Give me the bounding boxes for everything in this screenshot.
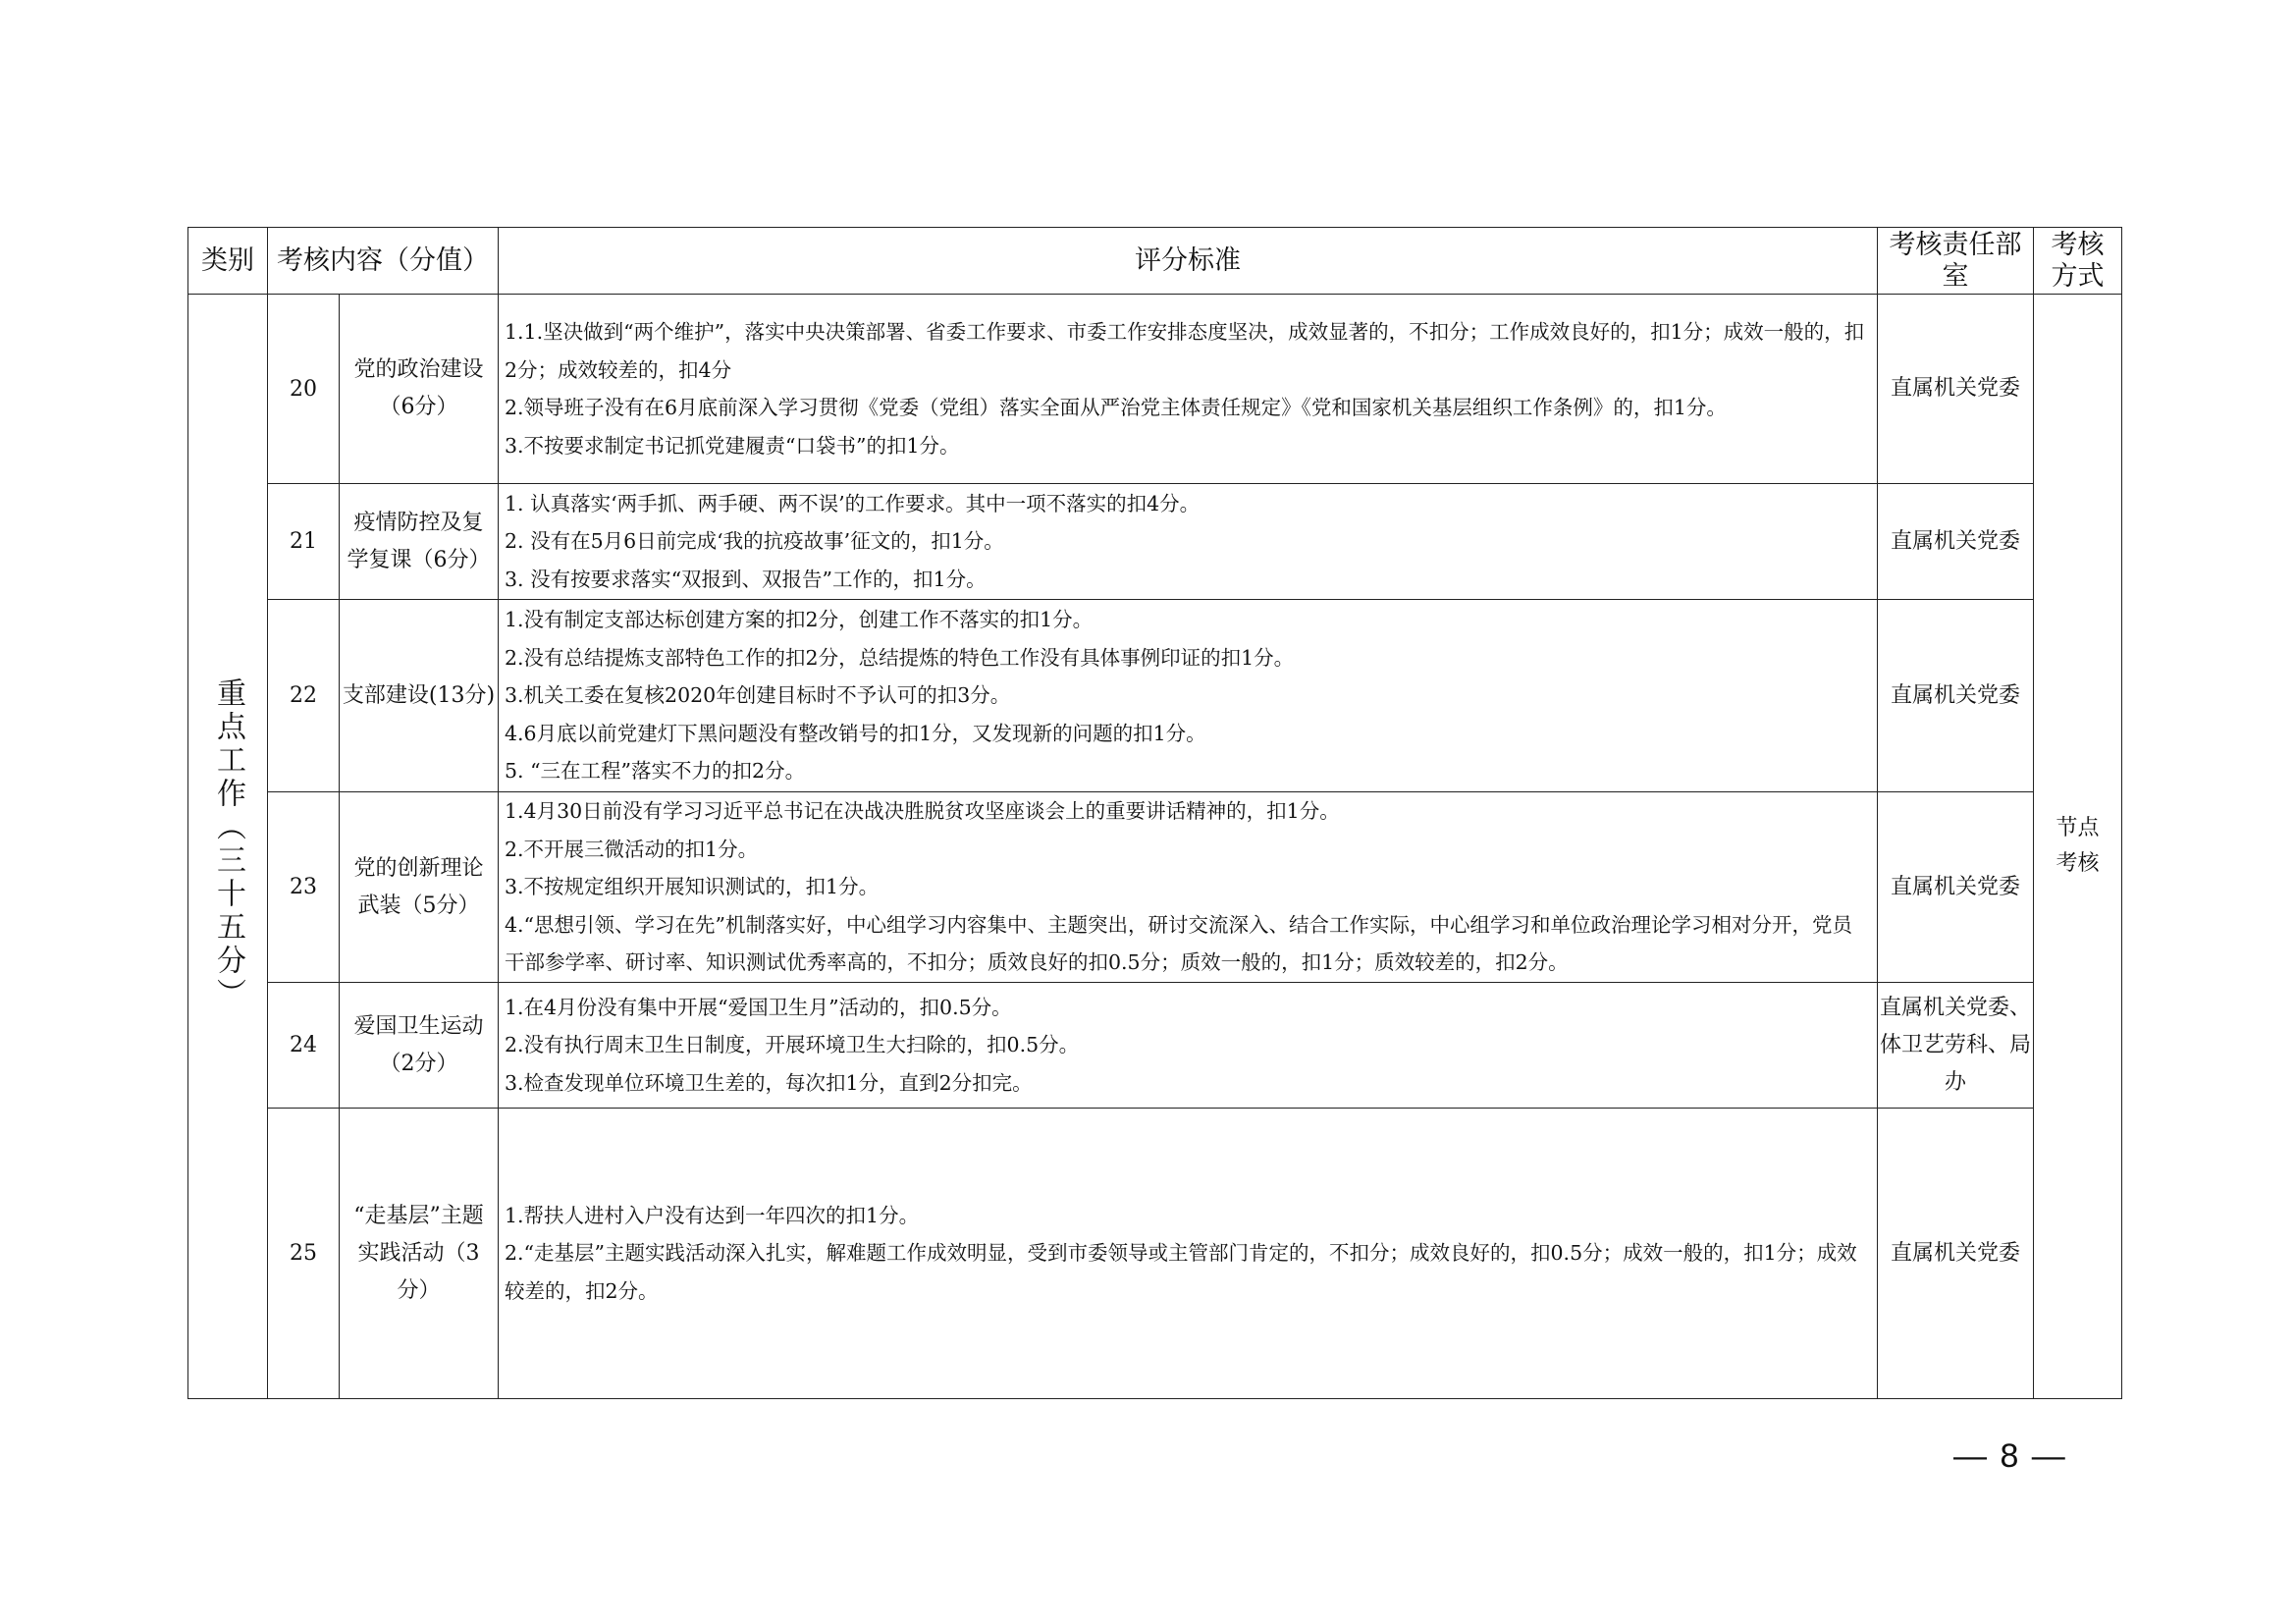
row-item: 爱国卫生运动（2分） xyxy=(340,983,499,1109)
table-row xyxy=(188,484,2122,600)
header-row xyxy=(188,228,2122,295)
table-row xyxy=(188,1109,2122,1399)
table-row xyxy=(188,792,2122,983)
criteria-line: 3.不按要求制定书记抓党建履责“口袋书”的扣1分。 xyxy=(505,433,960,458)
header-method: 考核方式 xyxy=(2034,228,2122,295)
row-dept: 直属机关党委 xyxy=(1878,484,2034,600)
header-content: 考核内容（分值） xyxy=(268,228,499,295)
row-item: “走基层”主题实践活动（3分） xyxy=(340,1109,499,1399)
header-dept: 考核责任部室 xyxy=(1878,228,2034,295)
table-row xyxy=(188,295,2122,484)
row-criteria xyxy=(499,792,1878,983)
row-item: 党的政治建设（6分） xyxy=(340,295,499,484)
criteria-line: 3.机关工委在复核2020年创建目标时不予认可的扣3分。 xyxy=(505,683,1011,708)
row-number: 24 xyxy=(268,983,340,1109)
criteria-line: 1.帮扶人进村入户没有达到一年四次的扣1分。 xyxy=(505,1203,920,1227)
category-cell xyxy=(188,295,268,1399)
row-dept: 直属机关党委 xyxy=(1878,792,2034,983)
criteria-line: 3. 没有按要求落实“双报到、双报告”工作的，扣1分。 xyxy=(505,567,987,591)
page-number: — 8 — xyxy=(1953,1437,2067,1475)
row-criteria xyxy=(499,295,1878,484)
row-number: 23 xyxy=(268,792,340,983)
row-dept: 直属机关党委 xyxy=(1878,1109,2034,1399)
method-label: 节点考核 xyxy=(2056,816,2100,876)
criteria-line: 1.4月30日前没有学习习近平总书记在决战决胜脱贫攻坚座谈会上的重要讲话精神的，扣1分。 xyxy=(505,799,1340,824)
criteria-line: 3.检查发现单位环境卫生差的，每次扣1分，直到2分扣完。 xyxy=(505,1070,1033,1095)
row-number: 22 xyxy=(268,600,340,792)
criteria-line: 1.没有制定支部达标创建方案的扣2分，创建工作不落实的扣1分。 xyxy=(505,608,1094,632)
table-row xyxy=(188,600,2122,792)
header-category: 类别 xyxy=(188,228,268,295)
category-label: 重点工作（三十五分） xyxy=(211,677,245,1011)
criteria-line: 2. 没有在5月6日前完成‘我的抗疫故事’征文的，扣1分。 xyxy=(505,529,1004,554)
criteria-line: 4.6月底以前党建灯下黑问题没有整改销号的扣1分，又发现新的问题的扣1分。 xyxy=(505,721,1206,745)
row-criteria xyxy=(499,484,1878,600)
row-item: 党的创新理论武装（5分） xyxy=(340,792,499,983)
method-cell xyxy=(2034,295,2122,1399)
criteria-line: 4.“思想引领、学习在先”机制落实好，中心组学习内容集中、主题突出，研讨交流深入、结合工作实际，中心组学习和单位政治理论学习相对分开，党员干部参学率、研讨率、知识测试优秀率高的，不扣分；质效良好的扣0.5分；质效一般的，扣1分；质效较差的，扣2分。 xyxy=(505,912,1853,975)
row-number: 21 xyxy=(268,484,340,600)
row-number: 20 xyxy=(268,295,340,484)
criteria-line: 2.没有执行周末卫生日制度，开展环境卫生大扫除的，扣0.5分。 xyxy=(505,1033,1080,1057)
row-item: 支部建设(13分) xyxy=(340,600,499,792)
header-criteria: 评分标准 xyxy=(499,228,1878,295)
criteria-line: 1.1.坚决做到“两个维护”，落实中央决策部署、省委工作要求、市委工作安排态度坚决，成效显著的，不扣分；工作成效良好的，扣1分；成效一般的，扣2分；成效较差的，扣4分 xyxy=(505,320,1865,382)
row-dept: 直属机关党委 xyxy=(1878,295,2034,484)
row-criteria xyxy=(499,1109,1878,1399)
criteria-line: 2.“走基层”主题实践活动深入扎实，解难题工作成效明显，受到市委领导或主管部门肯定的，不扣分；成效良好的，扣0.5分；成效一般的，扣1分；成效较差的，扣2分。 xyxy=(505,1241,1857,1303)
assessment-table xyxy=(187,227,2122,1399)
criteria-line: 2.领导班子没有在6月底前深入学习贯彻《党委（党组）落实全面从严治党主体责任规定》《党和国家机关基层组织工作条例》的，扣1分。 xyxy=(505,396,1727,419)
criteria-line: 1. 认真落实‘两手抓、两手硬、两不误’的工作要求。其中一项不落实的扣4分。 xyxy=(505,491,1201,515)
criteria-line: 2.没有总结提炼支部特色工作的扣2分，总结提炼的特色工作没有具体事例印证的扣1分。 xyxy=(505,645,1295,670)
row-criteria xyxy=(499,983,1878,1109)
row-number: 25 xyxy=(268,1109,340,1399)
criteria-line: 2.不开展三微活动的扣1分。 xyxy=(505,837,759,861)
row-dept: 直属机关党委 xyxy=(1878,600,2034,792)
criteria-line: 3.不按规定组织开展知识测试的，扣1分。 xyxy=(505,875,880,899)
criteria-line: 1.在4月份没有集中开展“爱国卫生月”活动的，扣0.5分。 xyxy=(505,995,1012,1019)
criteria-line: 5. “三在工程”落实不力的扣2分。 xyxy=(505,759,806,784)
row-dept: 直属机关党委、体卫艺劳科、局办 xyxy=(1878,983,2034,1109)
table-row xyxy=(188,983,2122,1109)
row-criteria xyxy=(499,600,1878,792)
row-item: 疫情防控及复学复课（6分） xyxy=(340,484,499,600)
